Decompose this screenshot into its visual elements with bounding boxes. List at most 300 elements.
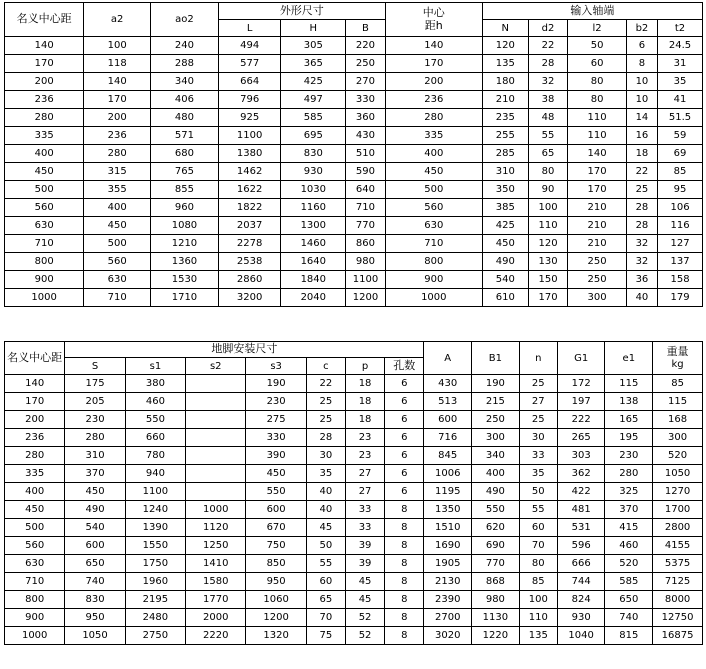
table-cell: 664 — [218, 73, 281, 91]
table-cell: 585 — [605, 573, 653, 591]
header-ao2: ao2 — [151, 3, 219, 37]
table-cell: 85 — [653, 375, 703, 393]
table-cell: 390 — [246, 447, 306, 465]
table-cell: 1195 — [424, 483, 472, 501]
table-cell: 6 — [385, 483, 424, 501]
table-cell: 370 — [605, 501, 653, 519]
table-cell: 8000 — [653, 591, 703, 609]
table-cell: 1000 — [5, 289, 84, 307]
table-cell: 930 — [281, 163, 346, 181]
table-cell: 95 — [658, 181, 703, 199]
table-cell: 600 — [246, 501, 306, 519]
table-cell: 180 — [482, 73, 528, 91]
table-cell: 140 — [568, 145, 626, 163]
table-row — [5, 393, 703, 411]
table-cell: 172 — [557, 375, 605, 393]
table-cell: 1100 — [346, 271, 386, 289]
table-cell: 170 — [385, 55, 482, 73]
table-cell: 100 — [519, 591, 557, 609]
table-cell: 10 — [626, 91, 657, 109]
table-cell: 460 — [125, 393, 185, 411]
table-cell: 406 — [151, 91, 219, 109]
table-cell: 170 — [568, 181, 626, 199]
table-cell: 310 — [482, 163, 528, 181]
table-cell: 179 — [658, 289, 703, 307]
table-row — [5, 591, 703, 609]
table-cell: 750 — [246, 537, 306, 555]
table-cell: 236 — [84, 127, 151, 145]
table-cell: 925 — [218, 109, 281, 127]
table-row — [5, 217, 703, 235]
table-cell: 18 — [345, 375, 384, 393]
table-cell: 815 — [605, 627, 653, 645]
table-cell: 150 — [528, 271, 568, 289]
table-cell: 55 — [306, 555, 345, 573]
table-cell: 960 — [151, 199, 219, 217]
table-row — [5, 429, 703, 447]
table-cell: 55 — [528, 127, 568, 145]
table-cell: 22 — [306, 375, 345, 393]
table-row — [5, 609, 703, 627]
table-cell: 280 — [605, 465, 653, 483]
table-cell: 1462 — [218, 163, 281, 181]
table-cell: 265 — [557, 429, 605, 447]
header-s3: s3 — [246, 358, 306, 375]
table-cell: 7125 — [653, 573, 703, 591]
table-cell: 14 — [626, 109, 657, 127]
table-cell: 2700 — [424, 609, 472, 627]
table-row — [5, 91, 703, 109]
table-cell: 650 — [65, 555, 125, 573]
header-e1: e1 — [605, 342, 653, 375]
table-cell: 930 — [557, 609, 605, 627]
table-cell: 1050 — [653, 465, 703, 483]
header-S: S — [65, 358, 125, 375]
table-cell: 197 — [557, 393, 605, 411]
table-cell: 1300 — [281, 217, 346, 235]
table-cell: 490 — [482, 253, 528, 271]
table-cell: 770 — [346, 217, 386, 235]
table-cell: 110 — [528, 217, 568, 235]
table-cell: 3200 — [218, 289, 281, 307]
table-cell: 215 — [472, 393, 520, 411]
table-row — [5, 235, 703, 253]
table-cell: 250 — [568, 271, 626, 289]
table-cell: 52 — [345, 627, 384, 645]
table-cell: 1360 — [151, 253, 219, 271]
table-cell: 80 — [568, 73, 626, 91]
table-cell: 8 — [385, 555, 424, 573]
header-t2: t2 — [658, 20, 703, 37]
table-cell: 31 — [658, 55, 703, 73]
table-cell: 38 — [528, 91, 568, 109]
table-cell: 630 — [385, 217, 482, 235]
table-cell: 28 — [626, 199, 657, 217]
table-cell: 39 — [345, 555, 384, 573]
table-cell: 1380 — [218, 145, 281, 163]
table-cell: 490 — [472, 483, 520, 501]
table-cell: 1390 — [125, 519, 185, 537]
table-cell: 2000 — [186, 609, 246, 627]
table-cell: 6 — [385, 465, 424, 483]
table-cell: 8 — [385, 519, 424, 537]
table-row — [5, 375, 703, 393]
table-cell: 425 — [281, 73, 346, 91]
table-cell: 3020 — [424, 627, 472, 645]
table-cell: 8 — [385, 609, 424, 627]
table-cell: 2390 — [424, 591, 472, 609]
table-cell: 2860 — [218, 271, 281, 289]
table-cell: 1640 — [281, 253, 346, 271]
table-cell: 6 — [385, 447, 424, 465]
table-cell: 6 — [385, 375, 424, 393]
table-row — [5, 537, 703, 555]
table-cell: 2195 — [125, 591, 185, 609]
table-cell: 27 — [345, 465, 384, 483]
table-cell: 1320 — [246, 627, 306, 645]
table-cell: 365 — [281, 55, 346, 73]
table-cell: 30 — [519, 429, 557, 447]
table-cell: 450 — [385, 163, 482, 181]
table-cell — [186, 411, 246, 429]
header-input-shaft-end: 输入轴端 — [482, 3, 702, 20]
table-cell: 710 — [5, 235, 84, 253]
table-cell: 140 — [5, 37, 84, 55]
header-G1: G1 — [557, 342, 605, 375]
header-weight — [653, 342, 703, 375]
header-weight-label: 重量 — [666, 345, 689, 359]
table-cell: 200 — [385, 73, 482, 91]
table-cell — [186, 483, 246, 501]
table-cell: 577 — [218, 55, 281, 73]
table-cell: 8 — [385, 501, 424, 519]
table-cell: 236 — [5, 91, 84, 109]
table-cell: 400 — [472, 465, 520, 483]
table-cell: 1510 — [424, 519, 472, 537]
table-cell: 137 — [658, 253, 703, 271]
table-cell: 550 — [246, 483, 306, 501]
header-L: L — [218, 20, 281, 37]
header-l2: l2 — [568, 20, 626, 37]
table-cell: 80 — [528, 163, 568, 181]
table-row — [5, 411, 703, 429]
table-cell: 765 — [151, 163, 219, 181]
table-cell: 23 — [345, 429, 384, 447]
header-p: p — [345, 358, 384, 375]
table-cell: 1240 — [125, 501, 185, 519]
table-cell: 60 — [306, 573, 345, 591]
table-cell: 1120 — [186, 519, 246, 537]
table-cell: 25 — [306, 411, 345, 429]
table-cell: 138 — [605, 393, 653, 411]
table-cell: 230 — [246, 393, 306, 411]
table-cell: 8 — [385, 537, 424, 555]
table-cell: 35 — [519, 465, 557, 483]
table-cell: 1750 — [125, 555, 185, 573]
table-cell: 422 — [557, 483, 605, 501]
table-cell: 1270 — [653, 483, 703, 501]
table-cell: 120 — [482, 37, 528, 55]
table-cell: 1710 — [151, 289, 219, 307]
table-cell: 16 — [626, 127, 657, 145]
table-cell: 8 — [385, 591, 424, 609]
header-H: H — [281, 20, 346, 37]
table-cell: 780 — [125, 447, 185, 465]
table-row — [5, 627, 703, 645]
table-cell: 900 — [5, 271, 84, 289]
table-cell: 590 — [346, 163, 386, 181]
header-b2: b2 — [626, 20, 657, 37]
table-cell: 210 — [568, 199, 626, 217]
table-cell: 32 — [626, 235, 657, 253]
table-cell: 60 — [519, 519, 557, 537]
table-cell: 240 — [151, 37, 219, 55]
table-cell: 75 — [306, 627, 345, 645]
table-cell: 1100 — [218, 127, 281, 145]
table-cell: 370 — [65, 465, 125, 483]
table-cell: 8 — [385, 627, 424, 645]
table-cell: 980 — [472, 591, 520, 609]
table-row — [5, 199, 703, 217]
table-row — [5, 127, 703, 145]
table-cell: 550 — [472, 501, 520, 519]
table-cell: 900 — [385, 271, 482, 289]
table-cell: 1960 — [125, 573, 185, 591]
table-cell: 1160 — [281, 199, 346, 217]
table-cell: 425 — [482, 217, 528, 235]
table-cell: 25 — [306, 393, 345, 411]
table-cell: 980 — [346, 253, 386, 271]
table-cell: 30 — [306, 447, 345, 465]
table-cell: 175 — [65, 375, 125, 393]
table-cell: 305 — [281, 37, 346, 55]
table-cell: 12750 — [653, 609, 703, 627]
table-cell: 33 — [345, 501, 384, 519]
table-cell: 855 — [151, 181, 219, 199]
table-cell: 560 — [5, 537, 65, 555]
table-cell: 640 — [346, 181, 386, 199]
table-cell: 28 — [306, 429, 345, 447]
table-cell: 385 — [482, 199, 528, 217]
table-cell: 1060 — [246, 591, 306, 609]
table-cell: 1006 — [424, 465, 472, 483]
table-cell: 500 — [385, 181, 482, 199]
table-row — [5, 55, 703, 73]
table-cell: 110 — [568, 109, 626, 127]
table-cell: 2040 — [281, 289, 346, 307]
table-cell: 35 — [306, 465, 345, 483]
table-cell: 1220 — [472, 627, 520, 645]
table-cell: 200 — [5, 73, 84, 91]
table-cell: 680 — [151, 145, 219, 163]
table-cell — [186, 465, 246, 483]
table-cell: 450 — [482, 235, 528, 253]
table-row — [5, 109, 703, 127]
table-cell: 235 — [482, 109, 528, 127]
table-cell: 400 — [5, 483, 65, 501]
table-cell: 850 — [246, 555, 306, 573]
table-cell: 200 — [84, 109, 151, 127]
table-cell: 1822 — [218, 199, 281, 217]
table-cell: 1580 — [186, 573, 246, 591]
table-cell: 1550 — [125, 537, 185, 555]
header-n: n — [519, 342, 557, 375]
table-cell: 630 — [5, 217, 84, 235]
table-cell: 630 — [5, 555, 65, 573]
table-cell: 531 — [557, 519, 605, 537]
table-cell: 85 — [658, 163, 703, 181]
table-cell: 355 — [84, 181, 151, 199]
table-cell: 800 — [5, 591, 65, 609]
table-cell: 110 — [568, 127, 626, 145]
table-cell: 130 — [528, 253, 568, 271]
table-cell: 650 — [605, 591, 653, 609]
table-cell: 52 — [345, 609, 384, 627]
table-cell: 2750 — [125, 627, 185, 645]
table-cell: 940 — [125, 465, 185, 483]
table-cell: 230 — [605, 447, 653, 465]
table-cell: 85 — [519, 573, 557, 591]
foot-mounting-table — [4, 341, 703, 645]
table-cell: 23 — [345, 447, 384, 465]
table-cell: 115 — [605, 375, 653, 393]
table-cell: 45 — [345, 591, 384, 609]
table-row — [5, 37, 703, 55]
table-cell: 596 — [557, 537, 605, 555]
table-cell: 430 — [346, 127, 386, 145]
table-row — [5, 555, 703, 573]
table-cell: 33 — [519, 447, 557, 465]
table-cell: 40 — [306, 501, 345, 519]
table-cell: 170 — [528, 289, 568, 307]
table-cell: 415 — [605, 519, 653, 537]
table-cell: 600 — [424, 411, 472, 429]
header-B1: B1 — [472, 342, 520, 375]
table-cell: 36 — [626, 271, 657, 289]
table-cell: 450 — [84, 217, 151, 235]
table-cell: 1410 — [186, 555, 246, 573]
table-cell: 210 — [568, 217, 626, 235]
table-cell: 350 — [482, 181, 528, 199]
table-row — [5, 465, 703, 483]
table-cell: 65 — [306, 591, 345, 609]
table-cell: 800 — [385, 253, 482, 271]
table-cell: 950 — [246, 573, 306, 591]
table-row — [5, 253, 703, 271]
table-cell: 1350 — [424, 501, 472, 519]
table-cell: 540 — [65, 519, 125, 537]
table-cell: 250 — [346, 55, 386, 73]
table-cell: 1905 — [424, 555, 472, 573]
table-cell: 116 — [658, 217, 703, 235]
table-cell: 39 — [345, 537, 384, 555]
table-cell: 41 — [658, 91, 703, 109]
table-cell: 550 — [125, 411, 185, 429]
table-cell: 170 — [568, 163, 626, 181]
table-cell: 610 — [482, 289, 528, 307]
header-nominal-center-distance: 名义中心距 — [5, 3, 84, 37]
table-cell: 280 — [84, 145, 151, 163]
table-cell: 450 — [5, 163, 84, 181]
table-row — [5, 73, 703, 91]
header-s2: s2 — [186, 358, 246, 375]
table-row — [5, 145, 703, 163]
header-B: B — [346, 20, 386, 37]
table-cell: 195 — [605, 429, 653, 447]
table-cell: 270 — [346, 73, 386, 91]
gearbox-dimensions-table — [4, 2, 703, 307]
table-cell: 25 — [519, 375, 557, 393]
table-cell: 45 — [306, 519, 345, 537]
table-cell: 2480 — [125, 609, 185, 627]
table-cell: 50 — [568, 37, 626, 55]
table-cell: 310 — [65, 447, 125, 465]
table-cell: 710 — [84, 289, 151, 307]
table-cell: 168 — [653, 411, 703, 429]
table-cell: 360 — [346, 109, 386, 127]
table-cell: 170 — [5, 393, 65, 411]
table-cell: 59 — [658, 127, 703, 145]
table-cell: 520 — [653, 447, 703, 465]
header-hole-count: 孔数 — [385, 358, 424, 375]
table-cell: 1100 — [125, 483, 185, 501]
table-cell: 630 — [84, 271, 151, 289]
table-cell: 450 — [65, 483, 125, 501]
table-cell: 65 — [528, 145, 568, 163]
table-cell: 1840 — [281, 271, 346, 289]
table-cell: 1210 — [151, 235, 219, 253]
table-cell: 710 — [346, 199, 386, 217]
table-cell: 2278 — [218, 235, 281, 253]
table-cell: 1080 — [151, 217, 219, 235]
table-cell — [186, 447, 246, 465]
header-nominal-center-distance: 名义中心距 — [5, 342, 65, 375]
table-cell: 666 — [557, 555, 605, 573]
table-cell: 18 — [345, 411, 384, 429]
table-row — [5, 483, 703, 501]
table-cell: 28 — [626, 217, 657, 235]
table-cell: 571 — [151, 127, 219, 145]
table-cell: 6 — [385, 411, 424, 429]
table-cell: 70 — [519, 537, 557, 555]
table-cell: 740 — [65, 573, 125, 591]
table-cell: 950 — [65, 609, 125, 627]
table-cell: 35 — [658, 73, 703, 91]
table-cell: 80 — [519, 555, 557, 573]
table-cell: 55 — [519, 501, 557, 519]
table-cell: 300 — [472, 429, 520, 447]
table-cell: 1200 — [246, 609, 306, 627]
table-cell: 210 — [482, 91, 528, 109]
table-cell: 140 — [5, 375, 65, 393]
table-cell: 5375 — [653, 555, 703, 573]
table-cell: 40 — [626, 289, 657, 307]
table-cell: 120 — [528, 235, 568, 253]
table-cell: 335 — [5, 465, 65, 483]
table-cell: 200 — [5, 411, 65, 429]
table-cell: 300 — [568, 289, 626, 307]
table-cell: 800 — [5, 253, 84, 271]
table-cell: 280 — [385, 109, 482, 127]
table-cell: 303 — [557, 447, 605, 465]
table-cell: 325 — [605, 483, 653, 501]
table-cell: 280 — [65, 429, 125, 447]
table-cell: 32 — [626, 253, 657, 271]
table-cell: 540 — [482, 271, 528, 289]
table-cell: 620 — [472, 519, 520, 537]
table-cell: 1250 — [186, 537, 246, 555]
table-cell: 110 — [519, 609, 557, 627]
